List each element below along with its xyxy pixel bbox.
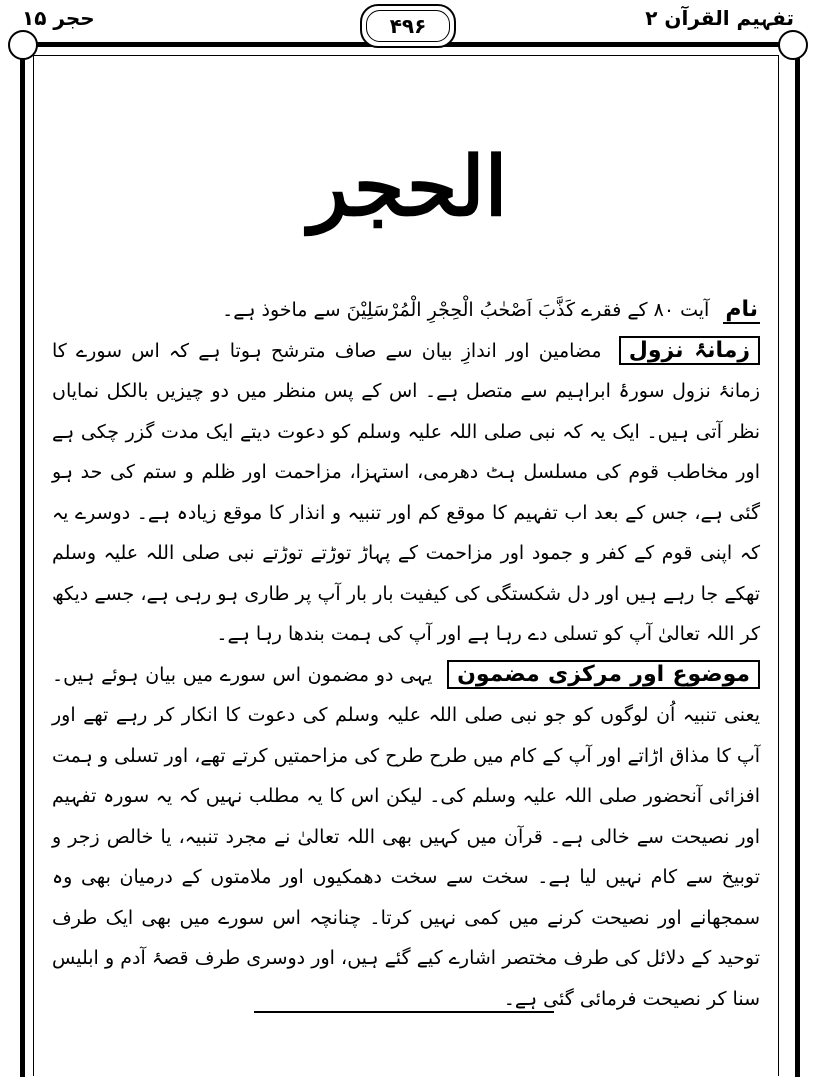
section-name xyxy=(52,290,760,331)
section-text: یہی دو مضمون اس سورے میں بیان ہوئے ہیں۔ یعنی تنبیہ اُن لوگوں کو جو نبی صلی اللہ علیہ وسلم کی دعوت کا انکار کر رہے تھے اور آپ کا مذاق اڑاتے اور آپ کے کام میں طرح طرح کی مزاحمتیں کرتے تھے، اور تسلی و ہمت افزائی آنحضور صلی اللہ علیہ وسلم کی۔ لیکن اس کا یہ مطلب نہیں کہ یہ سورہ تفہیم اور نصیحت سے خالی ہے۔ قرآن میں کہیں بھی اللہ تعالیٰ نے مجرد تنبیہ، یا خالص زجر و توبیخ سے کام نہیں لیا ہے۔ سخت سے سخت دھمکیوں اور ملامتوں کے درمیان بھی وہ سمجھانے اور نصیحت کرنے میں کمی نہیں کرتا۔ چنانچہ اس سورے میں بھی ایک طرف توحید کے دلائل کی طرف مختصر اشارے کیے گئے ہیں، اور دوسری طرف قصۂ آدم و ابلیس سنا کر نصیحت فرمائی گئی ہے۔ xyxy=(52,663,760,1010)
surah-title: الحجر xyxy=(308,139,508,235)
corner-ornament-left xyxy=(8,30,38,60)
section-text: آیت ۸۰ کے فقرے کَذَّبَ اَصْحٰبُ الْحِجْرِ الْمُرْسَلِیْنَ سے ماخوذ ہے۔ xyxy=(222,299,710,321)
section-text: مضامین اور اندازِ بیان سے صاف مترشح ہوتا ہے کہ اس سورے کا زمانۂ نزول سورۂ ابراہیم سے متصل ہے۔ اس کے پس منظر میں دو چیزیں بالکل نمایاں نظر آتی ہیں۔ ایک یہ کہ نبی صلی اللہ علیہ وسلم کو دعوت دیتے ایک مدت گزر چکی ہے اور مخاطب قوم کی مسلسل ہٹ دھرمی، استہزا، مزاحمت اور ظلم و ستم کی حد ہو گئی ہے، جس کے بعد اب تفہیم کا موقع کم اور تنبیہ و انذار کا موقع زیادہ ہے۔ دوسرے یہ کہ اپنی قوم کے کفر و جمود اور مزاحمت کے پہاڑ توڑتے توڑتے نبی صلی اللہ علیہ وسلم تھکے جا رہے ہیں اور دل شکستگی کی کیفیت بار بار آپ پر طاری ہو رہی ہے، جسے دیکھ کر اللہ تعالیٰ آپ کو تسلی دے رہا ہے اور آپ کی ہمت بندھا رہا ہے۔ xyxy=(52,339,760,645)
section-revelation-period xyxy=(52,331,760,655)
chapter-reference: حجر ۱۵ xyxy=(22,6,95,30)
section-heading: نام xyxy=(725,297,758,322)
end-divider xyxy=(254,1011,554,1013)
page-number: ۴۹۶ xyxy=(389,14,427,38)
book-title: تفہیم القرآن ۲ xyxy=(645,6,794,30)
section-theme xyxy=(52,655,760,1020)
article-body xyxy=(52,290,760,1019)
corner-ornament-right xyxy=(778,30,808,60)
section-heading: زمانۂ نزول xyxy=(619,336,760,365)
section-heading: موضوع اور مرکزی مضمون xyxy=(447,660,760,689)
page-number-badge xyxy=(360,4,456,48)
